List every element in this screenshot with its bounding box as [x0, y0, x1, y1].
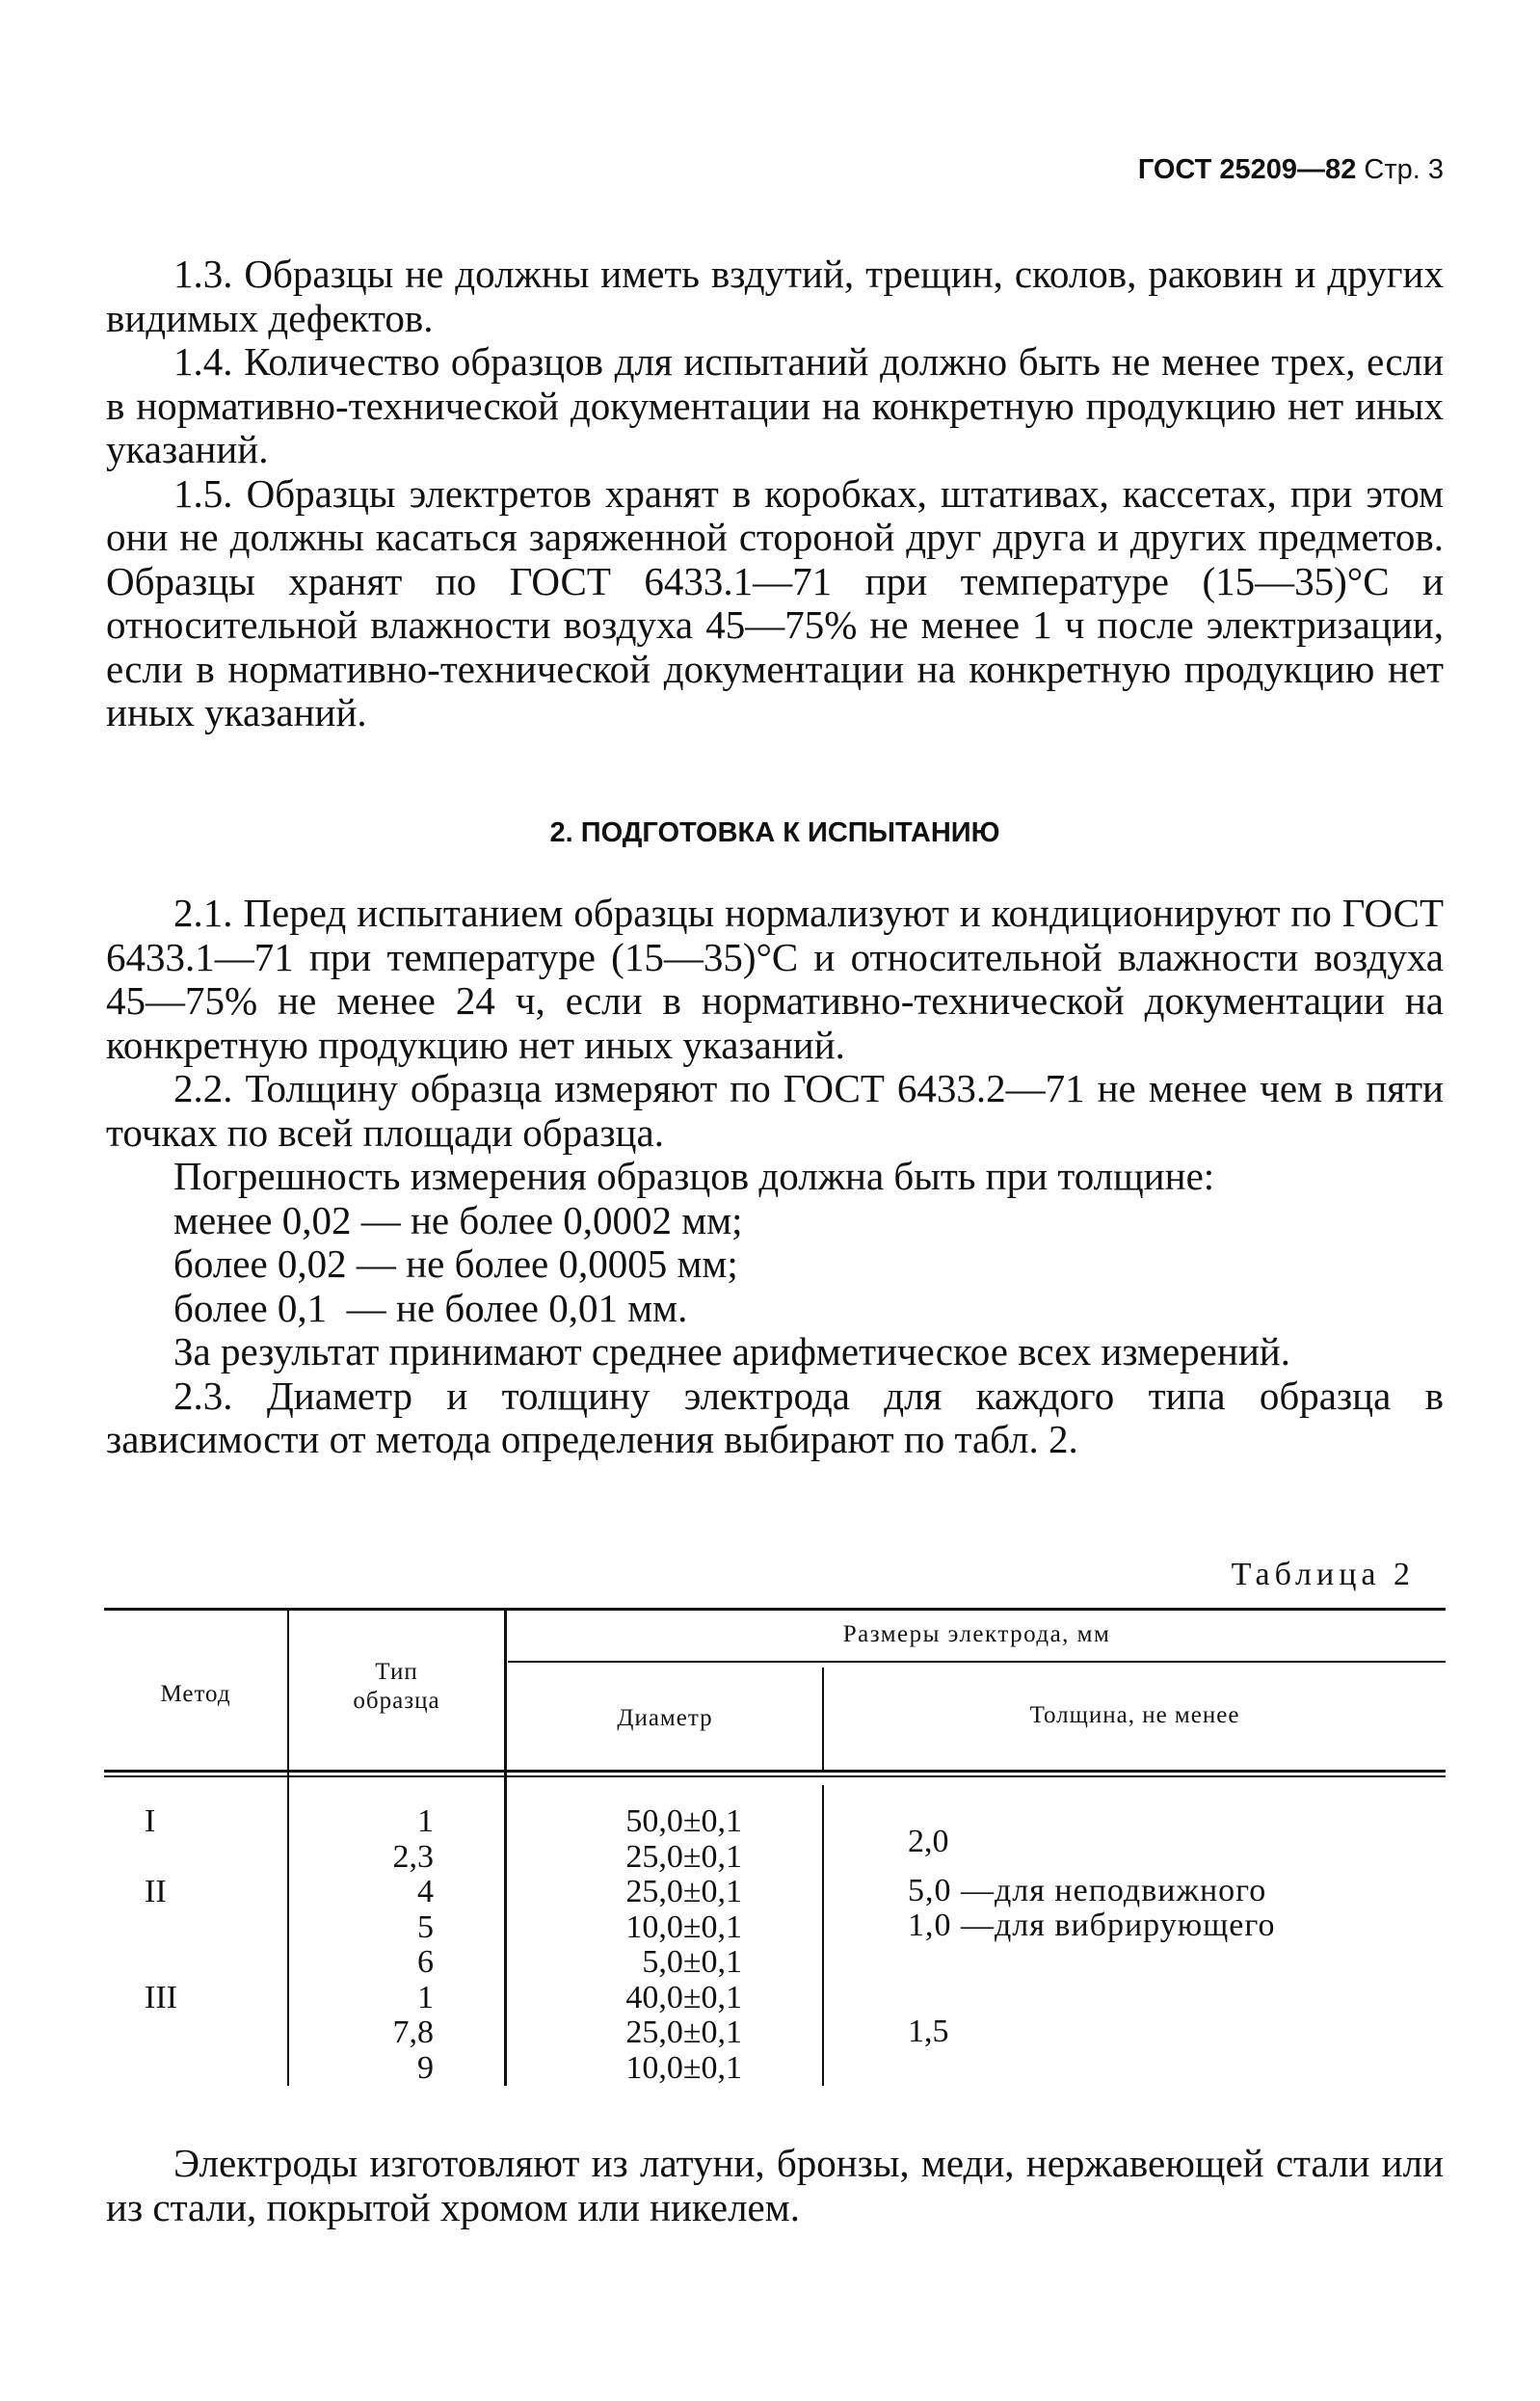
type-cell: 4	[417, 1874, 434, 1909]
method-cell: II	[145, 1874, 167, 1909]
paragraph-closing: Электроды изготовляют из латуни, бронзы, меди, нержавеющей стали или из стали, покрытой хромом или никелем.	[106, 2141, 1444, 2229]
header-thickness: Толщина, не менее	[1029, 1702, 1240, 1728]
table-caption: Таблица 2	[1231, 1557, 1415, 1592]
diameter-cell: 10,0±0,1	[625, 1908, 742, 1945]
header-type-text: Тип образца	[353, 1659, 440, 1714]
accuracy-line: более 0,1 — не более 0,01 мм.	[173, 1285, 688, 1330]
thickness-5-0: 5,0 —для неподвижного	[908, 1873, 1267, 1908]
section-title: 2. ПОДГОТОВКА К ИСПЫТАНИЮ	[549, 817, 1000, 848]
thickness-2-0: 2,0	[908, 1824, 949, 1859]
type-cell: 2,3	[392, 1838, 434, 1875]
table-header-bottom-rule-2	[104, 1775, 1446, 1777]
method-cell: I	[145, 1803, 156, 1839]
diameter-cell: 40,0±0,1	[625, 1979, 742, 2015]
type-cell: 7,8	[392, 2014, 434, 2050]
paragraph-1-5: 1.5. Образцы электретов хранят в коробках, штативах, кассетах, при этом они не должны касаться заряженной стороной друг друга и других предметов. Образцы хранят по ГОСТ 6433.1—71 при температуре (15—35)°С и относительной влажности воздуха 45—75% не менее 1 ч после электризации, если в нормативно-технической документации на конкретную продукцию нет иных указаний.	[106, 470, 1444, 734]
diameter-cell: 10,0±0,1	[625, 2049, 742, 2086]
table-vline-2	[504, 1608, 507, 2086]
type-cell: 1	[417, 1803, 434, 1839]
thickness-1-5: 1,5	[908, 2014, 949, 2049]
diameter-cell: 50,0±0,1	[625, 1803, 742, 1839]
table-vline-4	[822, 1785, 824, 2086]
paragraph-2-2: 2.2. Толщину образца измеряют по ГОСТ 6433.2—71 не менее чем в пяти точках по всей площади образца.	[106, 1066, 1444, 1155]
paragraph-result: За результат принимают среднее арифметическое всех измерений.	[173, 1329, 1290, 1374]
method-cell: III	[145, 1979, 177, 2015]
closing-paragraphs	[106, 2142, 1444, 2229]
paragraph-1-4: 1.4. Количество образцов для испытаний должно быть не менее трех, если в нормативно-технической документации на конкретную продукцию нет иных указаний.	[106, 339, 1444, 471]
page-header	[1138, 154, 1444, 186]
thickness-1-0: 1,0 —для вибрирующего	[908, 1907, 1276, 1943]
header-diameter: Диаметр	[617, 1705, 713, 1731]
accuracy-line: менее 0,02 — не более 0,0002 мм;	[173, 1197, 743, 1242]
type-cell: 5	[417, 1908, 434, 1945]
diameter-cell: 25,0±0,1	[625, 1874, 742, 1909]
type-cell: 6	[417, 1944, 434, 1980]
paragraph-1-3: 1.3. Образцы не должны иметь вздутий, трещин, сколов, раковин и других видимых дефектов.	[106, 252, 1444, 340]
table-sizes-rule	[508, 1661, 1446, 1663]
diameter-cell: 25,0±0,1	[625, 2014, 742, 2050]
diameter-cell: 5,0±0,1	[642, 1944, 742, 1980]
mid-paragraphs	[106, 892, 1444, 1462]
gost-number: ГОСТ 25209—82	[1137, 154, 1357, 185]
paragraph-2-1: 2.1. Перед испытанием образцы нормализуют и кондиционируют по ГОСТ 6433.1—71 при температуре (15—35)°С и относительной влажности воздуха 45—75% не менее 24 ч, если в нормативно-технической документации на конкретную продукцию нет иных указаний.	[106, 891, 1444, 1067]
header-sizes: Размеры электрода, мм	[842, 1621, 1111, 1647]
header-type	[289, 1658, 504, 1716]
table-header-bottom-rule	[104, 1770, 1446, 1773]
diameter-cell: 25,0±0,1	[625, 1838, 742, 1875]
type-cell: 1	[417, 1979, 434, 2015]
accuracy-intro: Погрешность измерения образцов должна быть при толщине:	[173, 1154, 1215, 1198]
table-top-rule	[104, 1608, 1446, 1611]
accuracy-line: более 0,02 — не более 0,0005 мм;	[173, 1241, 738, 1286]
page-number: Стр. 3	[1364, 154, 1444, 185]
top-paragraphs	[106, 253, 1444, 735]
type-cell: 9	[417, 2049, 434, 2086]
header-method: Метод	[160, 1681, 231, 1707]
paragraph-2-3: 2.3. Диаметр и толщину электрода для каждого типа образца в зависимости от метода определения выбирают по табл. 2.	[106, 1373, 1444, 1461]
